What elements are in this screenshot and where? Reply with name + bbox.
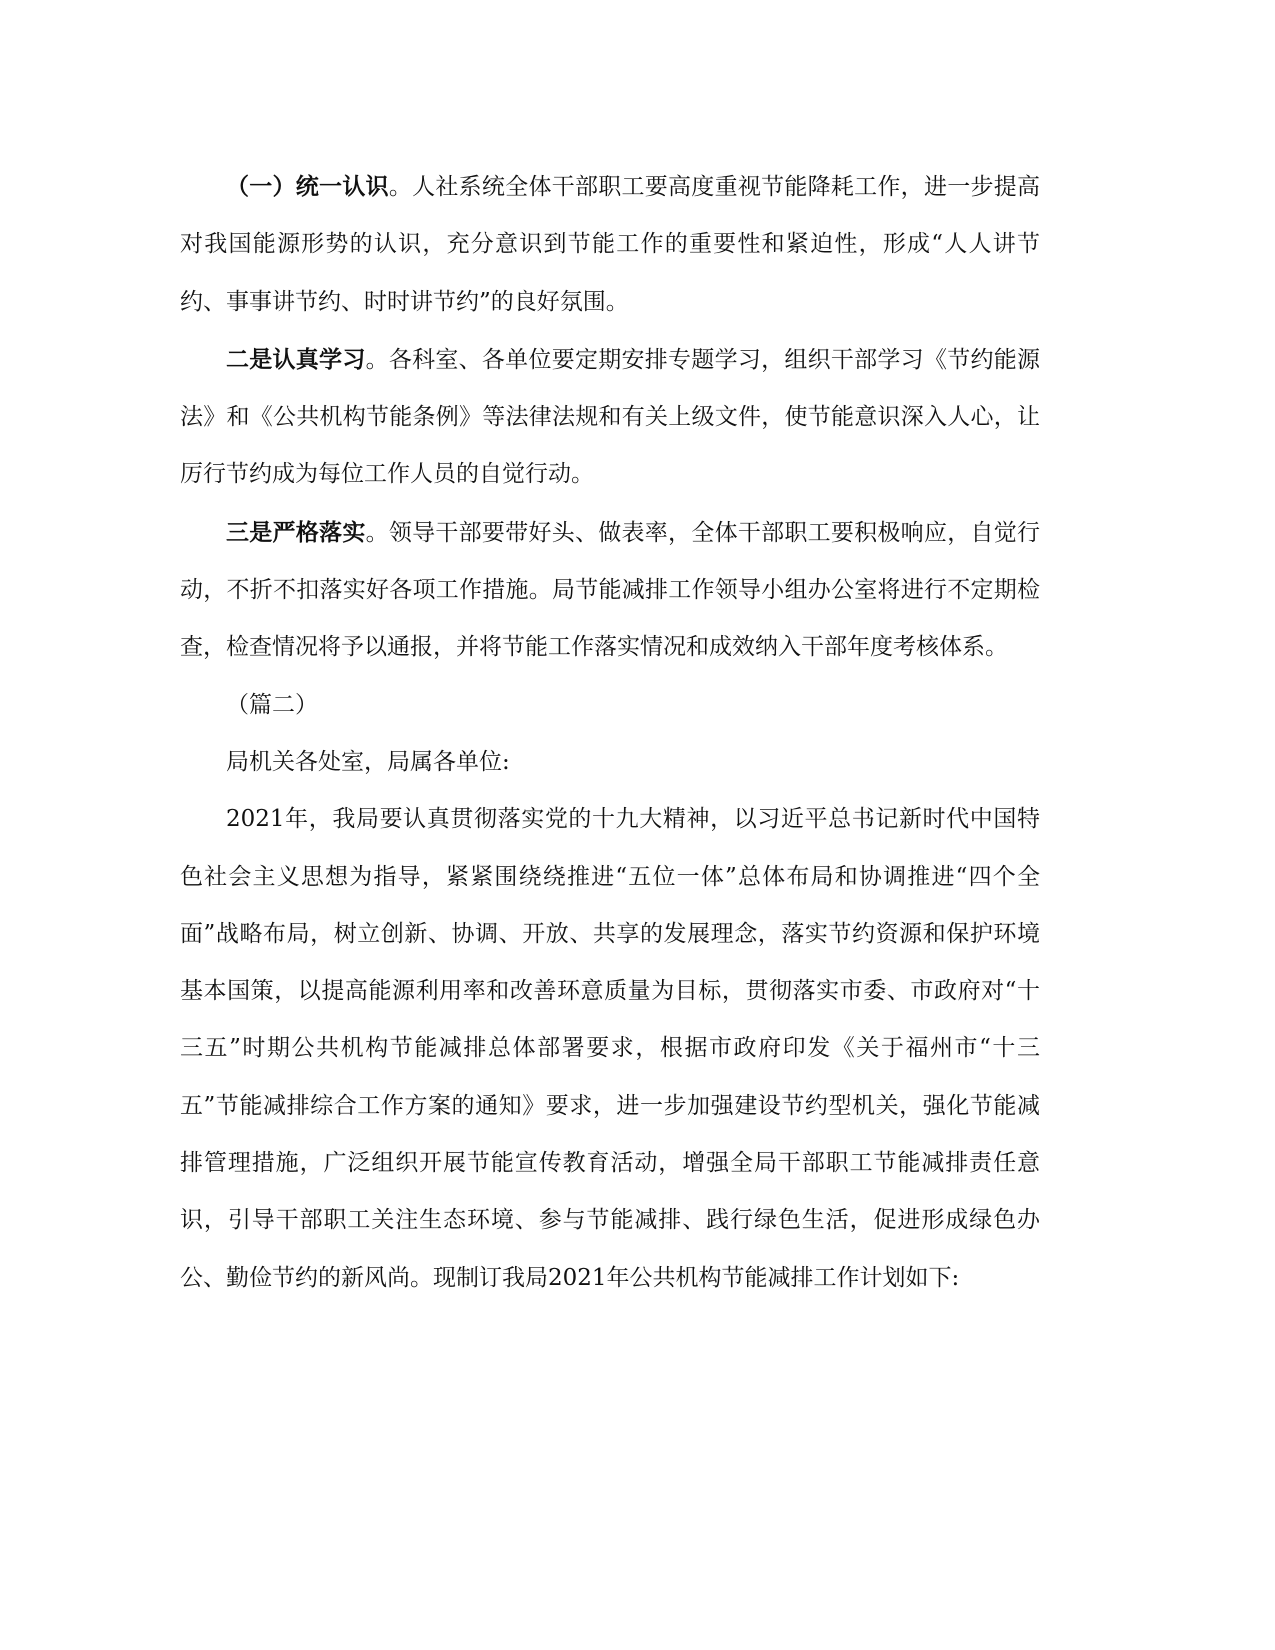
- paragraph-text: （篇二）: [226, 691, 318, 718]
- paragraph-implement: [180, 504, 1040, 677]
- paragraph-text: 。各科室、各单位要定期安排专题学习，组织干部学习《节约能源法》和《公共机构节能条例》等法律法规和有关上级文件，使节能意识深入人心，让厉行节约成为每位工作人员的自觉行动。: [180, 346, 1041, 488]
- section-label: [180, 677, 1040, 734]
- paragraph-lead: 三是严格落实: [226, 518, 366, 546]
- document-body: [180, 158, 1040, 1307]
- paragraph-lead: 二是认真学习: [226, 345, 366, 373]
- paragraph-text: 2021年，我局要认真贯彻落实党的十九大精神，以习近平总书记新时代中国特色社会主义思想为指导，紧紧围绕绕推进“五位一体”总体布局和协调推进“四个全面”战略布局，树立创新、协调、开放、共享的发展理念，落实节约资源和保护环境基本国策，以提高能源利用率和改善环意质量为目标，贯彻落实市委、市政府对“十三五”时期公共机构节能减排总体部署要求，根据市政府印发《关于福州市“十三五”节能减排综合工作方案的通知》要求，进一步加强建设节约型机关，强化节能减排管理措施，广泛组织开展节能宣传教育活动，增强全局干部职工节能减排责任意识，引导干部职工关注生态环境、参与节能减排、践行绿色生活，促进形成绿色办公、勤俭节约的新风尚。现制订我局2021年公共机构节能减排工作计划如下:: [180, 806, 1040, 1291]
- paragraph-text: 局机关各处室，局属各单位:: [226, 748, 510, 775]
- paragraph-text: 。领导干部要带好头、做表率，全体干部职工要积极响应，自觉行动，不折不扣落实好各项工作措施。局节能减排工作领导小组办公室将进行不定期检查，检查情况将予以通报，并将节能工作落实情况和成效纳入干部年度考核体系。: [180, 519, 1041, 661]
- paragraph-lead: （一）统一认识: [226, 173, 389, 200]
- salutation: [180, 734, 1040, 791]
- paragraph-unify-understanding: [180, 158, 1040, 331]
- paragraph-study: [180, 331, 1040, 504]
- paragraph-plan-2021: [180, 791, 1040, 1307]
- paragraph-text: 。人社系统全体干部职工要高度重视节能降耗工作，进一步提高对我国能源形势的认识，充分意识到节能工作的重要性和紧迫性，形成“人人讲节约、事事讲节约、时时讲节约”的良好氛围。: [180, 174, 1041, 315]
